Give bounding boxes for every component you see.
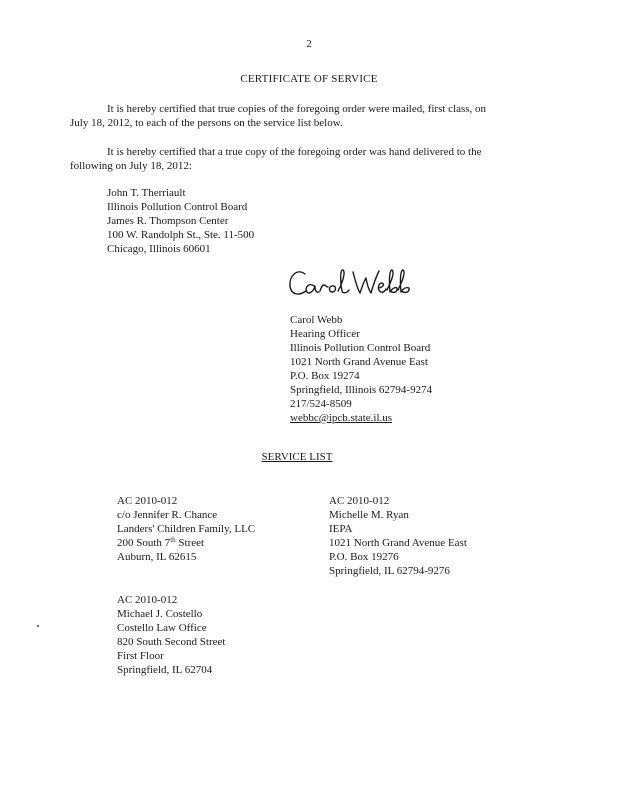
paragraph-mailed-line-1: It is hereby certified that true copies of the foregoing order were mailed, first class, on — [107, 103, 487, 115]
service-entry-costello — [117, 593, 225, 677]
service-entry-contact: c/o Jennifer R. Chance — [117, 509, 218, 521]
signer-line: Carol Webb — [290, 314, 343, 326]
service-entry-case: AC 2010-012 — [117, 495, 178, 507]
certificate-title: CERTIFICATE OF SERVICE — [240, 73, 378, 85]
service-entry-line: Springfield, IL 62704 — [117, 664, 213, 676]
service-entry-line: Michael J. Costello — [117, 608, 203, 620]
signer-email-link[interactable]: webbc@ipcb.state.il.us — [290, 412, 393, 424]
street-name: Street — [175, 537, 205, 549]
street-number: 200 South 7 — [117, 537, 171, 549]
signer-line: Springfield, Illinois 62794-9274 — [290, 384, 433, 396]
paragraph-hand-line-1: It is hereby certified that a true copy of the foregoing order was hand delivered to the — [107, 146, 482, 158]
service-entry-iepa — [329, 494, 467, 578]
service-entry-line: Costello Law Office — [117, 622, 207, 634]
signer-block — [290, 313, 432, 425]
service-entry-line: Michelle M. Ryan — [329, 509, 409, 521]
service-list-title — [0, 450, 594, 464]
street-ordinal-suffix: th — [170, 536, 176, 544]
recipient-address — [107, 186, 254, 256]
service-entry-line: AC 2010-012 — [117, 594, 178, 606]
paragraph-hand-delivered — [70, 145, 550, 173]
signer-line: P.O. Box 19274 — [290, 370, 360, 382]
service-entry-street — [117, 536, 255, 550]
signer-line: Hearing Officer — [290, 328, 360, 340]
service-list-title-text: SERVICE LIST — [261, 451, 333, 463]
service-entry-city: Auburn, IL 62615 — [117, 551, 197, 563]
service-entry-line: AC 2010-012 — [329, 495, 390, 507]
paragraph-mailed-line-2: July 18, 2012, to each of the persons on the service list below. — [70, 117, 343, 129]
recipient-line: Chicago, Illinois 60601 — [107, 243, 211, 255]
scan-speck — [37, 625, 39, 627]
page-number: 2 — [306, 38, 312, 50]
signer-line: Illinois Pollution Control Board — [290, 342, 431, 354]
service-entry-line: P.O. Box 19276 — [329, 551, 399, 563]
signer-line: 217/524-8509 — [290, 398, 352, 410]
signer-line: 1021 North Grand Avenue East — [290, 356, 428, 368]
recipient-line: John T. Therriault — [107, 187, 186, 199]
service-entry-line: Springfield, IL 62794-9276 — [329, 565, 450, 577]
handwritten-signature — [287, 262, 415, 302]
recipient-line: 100 W. Randolph St., Ste. 11-500 — [107, 229, 255, 241]
recipient-line: Illinois Pollution Control Board — [107, 201, 248, 213]
service-entry-line: First Floor — [117, 650, 164, 662]
service-entry-line: IEPA — [329, 523, 353, 535]
service-entry-landers — [117, 494, 255, 564]
paragraph-hand-line-2: following on July 18, 2012: — [70, 160, 192, 172]
recipient-line: James R. Thompson Center — [107, 215, 229, 227]
service-entry-line: 1021 North Grand Avenue East — [329, 537, 467, 549]
service-entry-line: 820 South Second Street — [117, 636, 226, 648]
service-entry-org: Landers' Children Family, LLC — [117, 523, 256, 535]
paragraph-mailed — [70, 102, 550, 130]
